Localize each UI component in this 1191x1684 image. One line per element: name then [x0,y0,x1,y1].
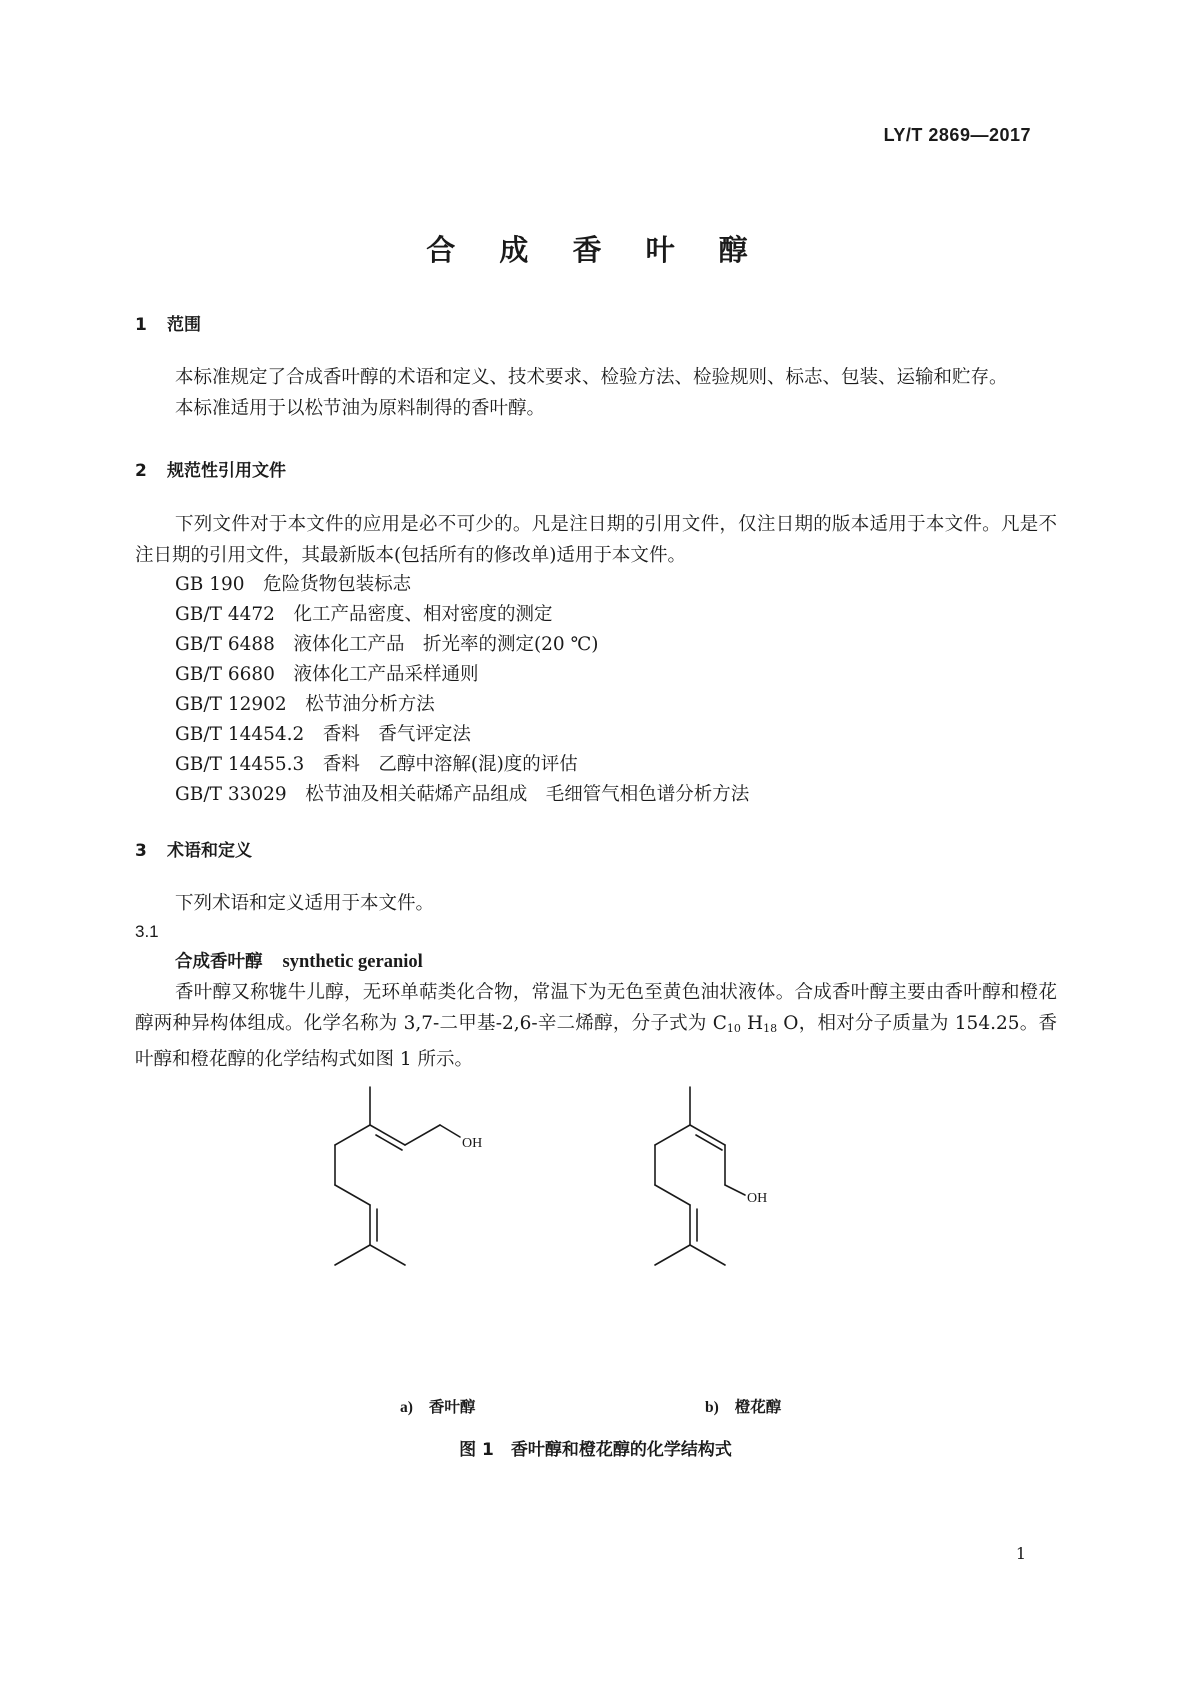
reference-title: 松节油分析方法 [305,694,435,715]
chain-bond [405,1125,440,1145]
scope-paragraph-1: 本标准规定了合成香叶醇的术语和定义、技术要求、检验方法、检验规则、标志、包装、运输和贮存。 [175,367,1008,388]
reference-title: 化工产品密度、相对密度的测定 [293,604,553,625]
methyl-bond [370,1245,405,1265]
hydroxyl-label: OH [747,1191,768,1206]
subcaption-b [705,1395,781,1417]
reference-code: GB 190 [175,574,245,595]
standard-code: LY/T 2869—2017 [883,125,1031,145]
chain-bond [655,1185,690,1205]
term-chinese: 合成香叶醇 [175,952,263,972]
document-title: 合 成 香 叶 醇 [426,233,765,267]
section-number: 1 [135,315,147,335]
subcaption-name: 香叶醇 [428,1398,476,1416]
term-entry [175,948,423,973]
reference-title: 液体化工产品 折光率的测定(20 ℃) [293,634,599,655]
reference-code: GB/T 6680 [175,664,275,685]
reference-code: GB/T 4472 [175,604,275,625]
subcaption-a [400,1395,475,1417]
section-2-heading [135,456,286,481]
figure-caption: 图 1 香叶醇和橙花醇的化学结构式 [459,1440,732,1460]
reference-item [175,690,435,716]
reference-title: 香料 乙醇中溶解(混)度的评估 [322,754,578,775]
section-number: 2 [135,461,147,481]
reference-title: 液体化工产品采样通则 [293,664,479,685]
reference-item [175,750,578,776]
subscript-h: 18 [763,1022,778,1035]
double-bond-inner [696,1135,722,1150]
terms-intro: 下列术语和定义适用于本文件。 [175,893,435,914]
subscript-c: 10 [726,1022,741,1035]
methyl-bond [335,1245,370,1265]
hydroxyl-label: OH [462,1136,483,1151]
reference-item [175,570,411,596]
definition-text-2: O，相对分子质量为 154.25。香叶醇和橙花醇的化学结构式如图 1 所示。 [135,1013,1058,1070]
methyl-bond [655,1245,690,1265]
c-oh-bond [440,1125,460,1137]
reference-code: GB/T 33029 [175,784,287,805]
reference-code: GB/T 12902 [175,694,287,715]
reference-title: 松节油及相关萜烯产品组成 毛细管气相色谱分析方法 [305,784,750,805]
term-english: synthetic geraniol [282,952,423,972]
section-1-heading [135,310,201,335]
chain-bond [335,1185,370,1205]
section-title: 范围 [167,315,201,335]
methyl-bond [690,1245,725,1265]
reference-item [175,660,478,686]
scope-paragraph-2: 本标准适用于以松节油为原料制得的香叶醇。 [175,398,546,419]
section-number: 3 [135,841,147,861]
reference-item [175,630,599,656]
chain-bond [335,1125,370,1145]
reference-code: GB/T 14454.2 [175,724,305,745]
clause-number: 3.1 [135,922,159,941]
references-intro: 下列文件对于本文件的应用是必不可少的。凡是注日期的引用文件，仅注日期的版本适用于本文件。凡是不注日期的引用文件，其最新版本(包括所有的修改单)适用于本文件。 [135,514,1057,566]
definition-text-1: 香叶醇又称牻牛儿醇，无环单萜类化合物，常温下为无色至黄色油状液体。合成香叶醇主要由香叶醇和橙花醇两种异构体组成。化学名称为 3,7-二甲基-2,6-辛二烯醇，分子式为 C [135,982,1057,1034]
reference-title: 香料 香气评定法 [322,724,471,745]
reference-code: GB/T 14455.3 [175,754,305,775]
subcaption-letter: b) [705,1399,719,1416]
c-oh-bond [725,1185,745,1195]
term-definition [135,977,1057,1075]
reference-item [175,720,471,746]
reference-item [175,600,552,626]
subcaption-name: 橙花醇 [734,1398,782,1416]
reference-item [175,780,749,806]
reference-code: GB/T 6488 [175,634,275,655]
double-bond-inner [376,1135,402,1150]
section-title: 术语和定义 [167,841,252,861]
subcaption-letter: a) [400,1399,413,1416]
reference-title: 危险货物包装标志 [263,574,412,595]
geraniol-structure [300,1085,560,1275]
chain-bond [655,1125,690,1145]
formula-h: H [740,1013,764,1034]
section-title: 规范性引用文件 [167,461,286,481]
nerol-structure [620,1085,850,1275]
section-3-heading [135,836,252,861]
page-number: 1 [1015,1544,1026,1563]
